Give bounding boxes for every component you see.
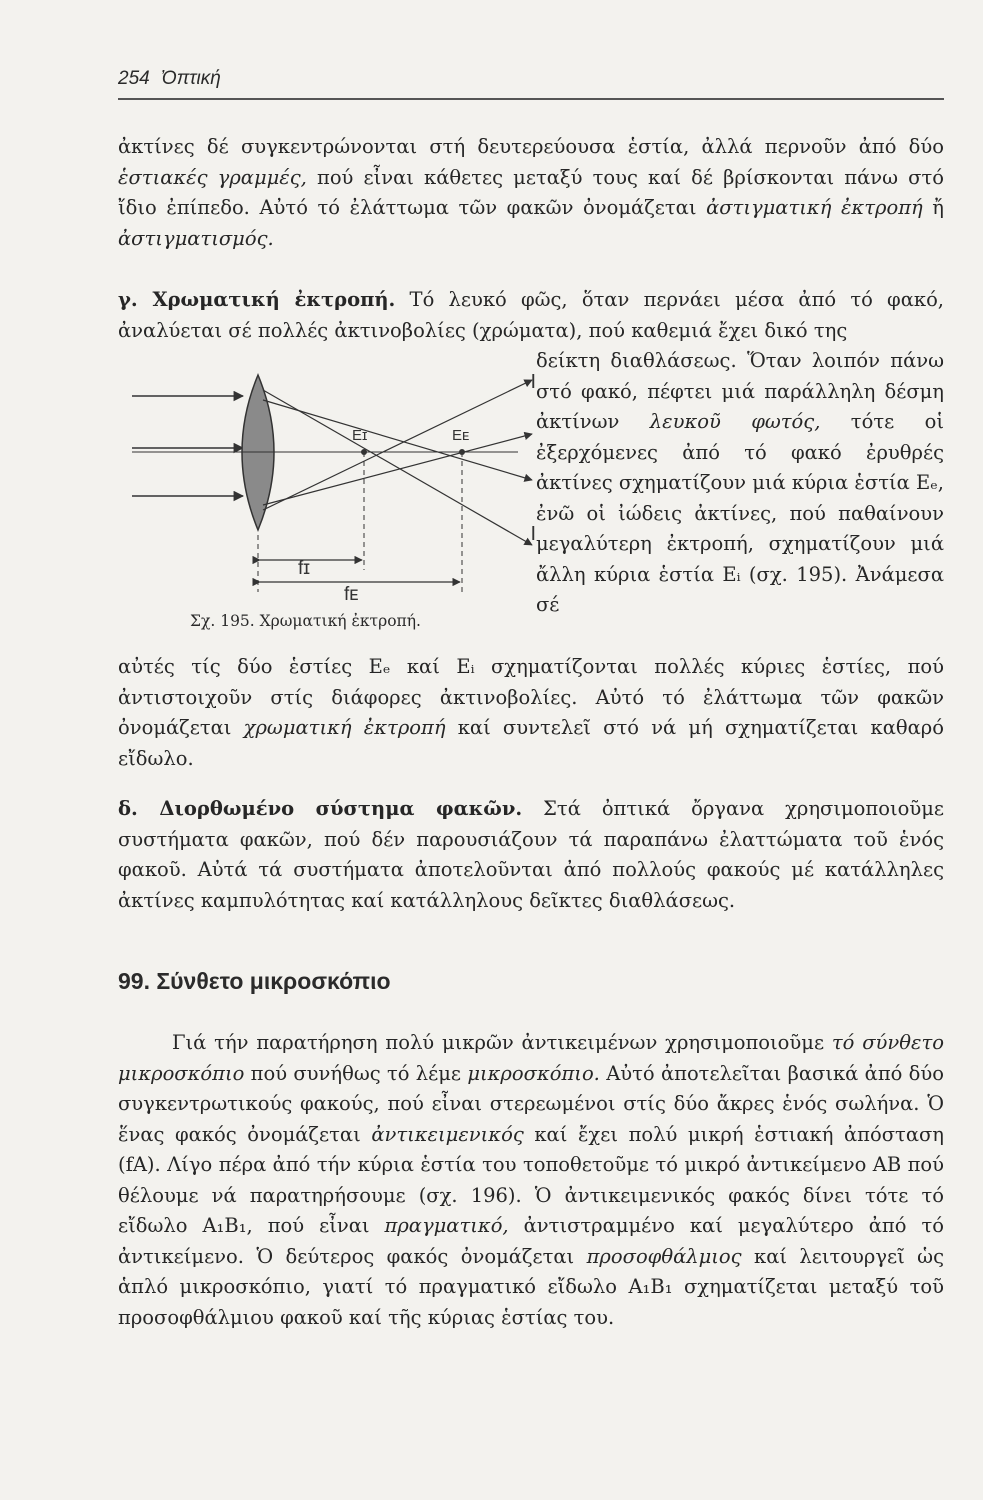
text-run: καί συντελεῖ στό νά μή σχηματίζεται καθαρό εἴδωλο. — [118, 716, 944, 770]
label-fe: fᴇ — [344, 584, 359, 605]
label-ray-i-bottom: I — [530, 523, 536, 545]
text-run: δείκτη διαθλάσεως. Ὅταν λοιπόν πάνω στό φακό, πέφτει μιά παράλληλη δέσμη ἀκτίνων — [536, 349, 944, 433]
text-run: Στά ὀπτικά ὄργανα χρησιμοποιοῦμε συστήματα φακῶν, πού δέν παρουσιάζουν τά παραπάνω ἐλαττώματα τοῦ ἑνός φακοῦ. Αὐτά τά συστήματα ἀποτελοῦνται ἀπό πολλούς φακούς μέ κατάλληλες ἀκτίνες καμπυλότητας καί κατάλληλους δεῖκτες διαθλάσεως. — [118, 797, 944, 912]
text-run: τότε οἱ ἐξερχόμενες ἀπό τό φακό ἐρυθρές ἀκτίνες σχηματίζουν μιά κύρια ἑστία Eₑ, ἐνῶ οἱ ἰώδεις ἀκτίνες, πού παθαίνουν μεγαλύτερη ἐκτροπή, σχηματίζουν μιά ἄλλη κύρια ἑστία Eᵢ (σχ. 195). Ἀνάμεσα σέ — [536, 410, 944, 616]
figure-caption: Σχ. 195. Χρωματική ἐκτροπή. — [190, 612, 421, 630]
text-run: καί ἔχει πολύ μικρή ἑστιακή ἀπόσταση (fA). Λίγο πέρα ἀπό τήν κύρια ἑστία του τοποθετοῦμε τό μικρό ἀντικείμενο AB πού θέλουμε νά παρατηρήσουμε (σχ. 196). Ὁ ἀντικειμενικός φακός δίνει τότε τό εἴδωλο A₁B₁, πού εἶναι — [118, 1122, 944, 1237]
section-title: 99. Σύνθετο μικροσκόπιο — [118, 968, 391, 994]
paragraph-corrected-system — [118, 794, 944, 916]
text-run: Τό λευκό φῶς, ὅταν περνάει μέσα ἀπό τό φακό, ἀναλύεται σέ πολλές ἀκτινοβολίες (χρώματα), πού καθεμιά ἔχει δικό της — [118, 288, 945, 342]
chapter-title: Ὀπτική — [160, 68, 221, 89]
term-chromatic-aberration: χρωματική ἐκτροπή — [243, 716, 446, 739]
label-ei: Eɪ — [352, 427, 368, 444]
subsection-heading: δ. Διορθωμένο σύστημα φακῶν. — [118, 797, 523, 820]
page-number: 254 — [118, 68, 150, 89]
text-run: πού εἶναι κάθετες μεταξύ τους καί δέ βρίσκονται πάνω στό ἴδιο ἐπίπεδο. Αὐτό τό ἐλάττωμα τῶν φακῶν ὀνομάζεται — [118, 165, 945, 219]
paragraph-chromatic-intro — [118, 285, 944, 346]
text-run: καί λειτουργεῖ ὡς ἁπλό μικροσκόπιο, γιατί τό πραγματικό εἴδωλο A₁B₁ σχηματίζεται μεταξύ τοῦ προσοφθάλμιου φακοῦ καί τῆς κύριας ἑστίας του. — [118, 1244, 945, 1329]
term-eyepiece: προσοφθάλμιος — [586, 1244, 742, 1268]
term-real: πραγματικό, — [384, 1214, 509, 1237]
subsection-heading: γ. Χρωματική ἐκτροπή. — [118, 288, 396, 311]
text-run: Αὐτό ἀποτελεῖται βασικά ἀπό δύο συγκεντρωτικούς φακούς, πού εἶναι στερεωμένοι στίς δύο ἄκρες ἑνός σωλήνα. Ὁ ἕνας φακός ὀνομάζεται — [118, 1061, 945, 1146]
term-astigmatic-aberration: ἀστιγματική ἐκτροπή — [706, 196, 923, 219]
text-run: αὐτές τίς δύο ἑστίες Eₑ καί Eᵢ σχηματίζονται πολλές κύριες ἑστίες, πού ἀντιστοιχοῦν στίς διάφορες ἀκτινοβολίες. Αὐτό τό ἐλάττωμα τῶν φακῶν ὀνομάζεται — [118, 655, 944, 739]
label-ee: Eᴇ — [452, 427, 470, 444]
paragraph-chromatic-conclusion — [118, 652, 944, 774]
paragraph-microscope — [118, 1028, 944, 1333]
term-microscope: μικροσκόπιο. — [467, 1061, 600, 1085]
text-run: ἤ — [922, 196, 944, 219]
text-run: ἀκτίνες δέ συγκεντρώνονται στή δευτερεύουσα ἑστία, ἀλλά περνοῦν ἀπό δύο — [118, 135, 944, 158]
term-compound-microscope: τό σύνθετο μικροσκόπιο — [118, 1031, 944, 1085]
running-head — [118, 68, 221, 90]
text-run: πού συνήθως τό λέμε — [244, 1061, 468, 1085]
term-white-light: λευκοῦ φωτός, — [649, 410, 821, 433]
text-run: Γιά τήν παρατήρηση πολύ μικρῶν ἀντικειμένων χρησιμοποιοῦμε — [172, 1031, 832, 1054]
term-focal-lines: ἑστιακές γραμμές, — [118, 165, 307, 189]
term-objective: ἀντικειμενικός — [371, 1122, 524, 1146]
paragraph-chromatic-wrap — [536, 346, 944, 621]
header-rule — [118, 98, 944, 100]
text-run: ἀντιστραμμένο καί μεγαλύτερο ἀπό τό ἀντικείμενο. Ὁ δεύτερος φακός ὀνομάζεται — [118, 1214, 944, 1268]
paragraph-astigmatism — [118, 132, 944, 254]
label-ray-i-top: I — [530, 371, 536, 393]
label-fi: fɪ — [298, 558, 311, 579]
term-astigmatism: ἀστιγματισμός. — [118, 226, 274, 250]
figure-chromatic-aberration — [118, 360, 538, 610]
